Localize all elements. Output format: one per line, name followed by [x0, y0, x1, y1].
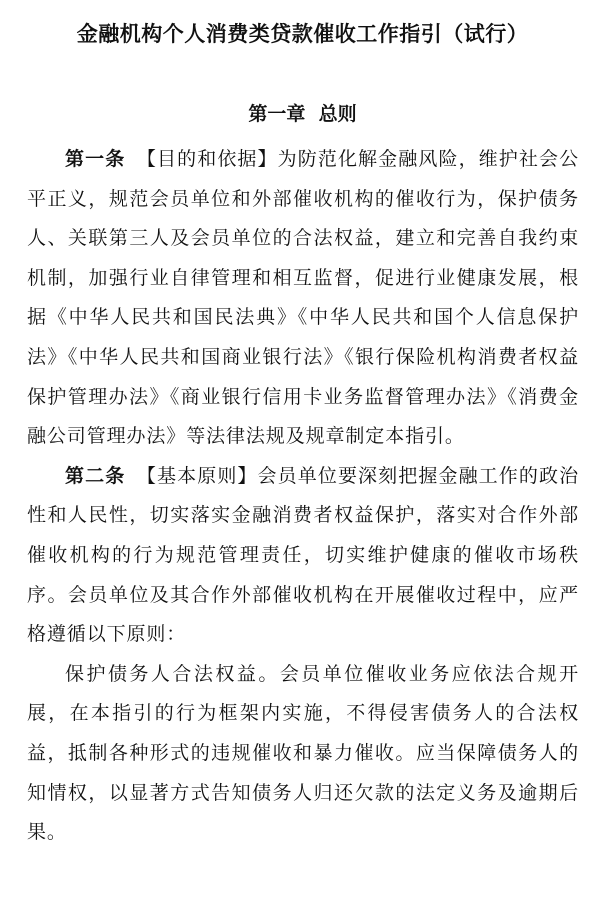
article-2-number: 第二条 — [65, 464, 126, 487]
article-2 — [27, 457, 579, 655]
article-1 — [27, 140, 579, 457]
document-title: 金融机构个人消费类贷款催收工作指引（试行） — [76, 22, 529, 46]
article-1-heading: 【目的和依据】 — [136, 148, 278, 170]
article-2-text: 会员单位要深刻把握金融工作的政治性和人民性，切实落实金融消费者权益保护，落实对合作外部催收机构的行为规范管理责任，切实维护健康的催收市场秩序。会员单位及其合作外部催收机构在开展催收过程中，应严格遵循以下原则： — [27, 464, 579, 646]
article-2-heading: 【基本原则】 — [136, 464, 258, 487]
principle-paragraph: 保护债务人合法权益。会员单位催收业务应依法合规开展，在本指引的行为框架内实施，不得侵害债务人的合法权益，抵制各种形式的违规催收和暴力催收。应当保障债务人的知情权，以显著方式告知债务人归还欠款的法定义务及逾期后果。 — [27, 662, 579, 844]
document-body — [27, 140, 579, 853]
chapter-heading: 第一章 总则 — [248, 103, 357, 125]
article-1-number: 第一条 — [65, 148, 126, 170]
article-1-text: 为防范化解金融风险，维护社会公平正义，规范会员单位和外部催收机构的催收行为，保护债务人、关联第三人及会员单位的合法权益，建立和完善自我约束机制，加强行业自律管理和相互监督，促进行业健康发展，根据《中华人民共和国民法典》《中华人民共和国个人信息保护法》《中华人民共和国商业银行法》《银行保险机构消费者权益保护管理办法》《商业银行信用卡业务监督管理办法》《消费金融公司管理办法》等法律法规及规章制定本指引。 — [27, 148, 579, 448]
